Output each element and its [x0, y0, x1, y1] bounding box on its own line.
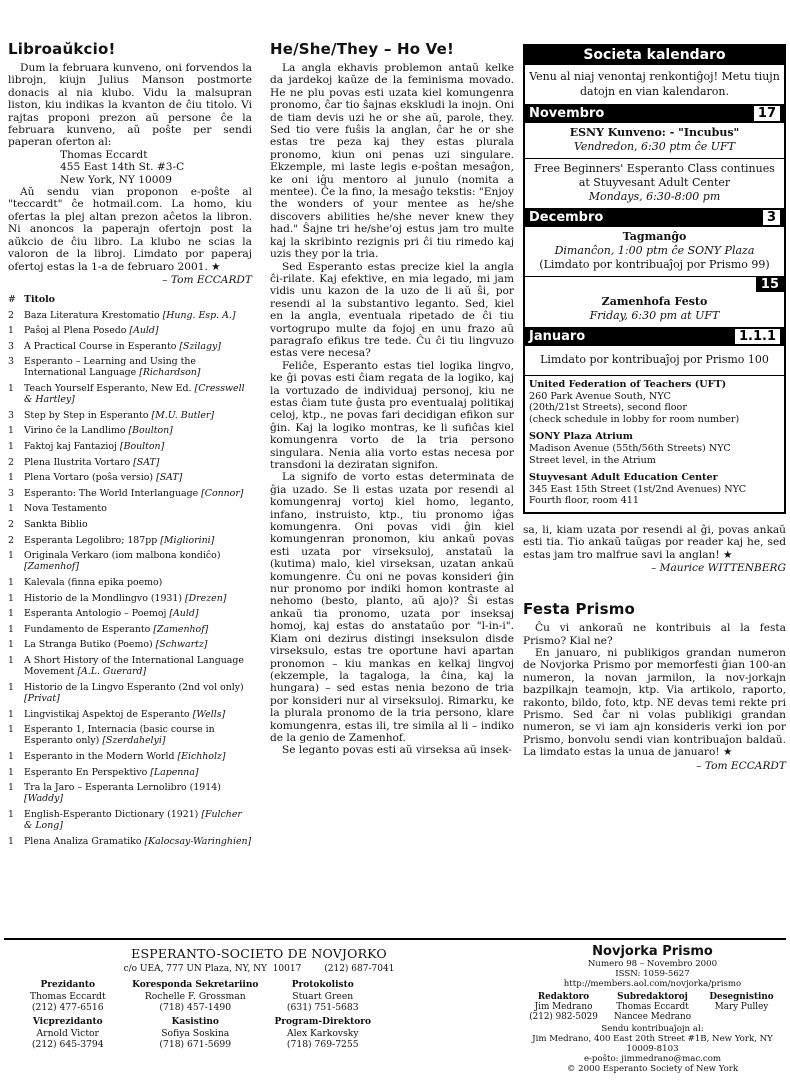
book-list-item — [8, 577, 252, 588]
book-author: [Lapenna] — [150, 766, 199, 778]
book-entry — [24, 457, 252, 468]
event-title: Tagmanĝo — [622, 230, 687, 243]
event-note: Limdato por kontribuaĵoj por Prismo 100 — [540, 353, 769, 366]
book-title: Historio de la Mondlingvo (1931) — [24, 592, 183, 604]
book-list-item — [8, 472, 252, 483]
festa-title: Festa Prismo — [523, 600, 636, 619]
book-entry — [24, 341, 252, 352]
book-entry — [24, 809, 252, 831]
event-tagmanjo — [525, 227, 784, 277]
month-novembro — [525, 105, 784, 123]
event-when: Vendredon, 6:30 ptm ĉe UFT — [573, 140, 736, 153]
book-count: 1 — [8, 425, 14, 437]
officer-phone: (212) 645-3794 — [31, 1039, 104, 1050]
book-count: 1 — [8, 654, 14, 666]
book-title: English-Esperanto Dictionary (1921) — [24, 808, 199, 820]
book-count: 1 — [8, 577, 14, 589]
officer-name: Thomas Eccardt — [29, 991, 106, 1002]
book-title: Esperanto – Learning and Using the International Language — [24, 356, 196, 379]
book-author: [A.L. Guerard] — [77, 666, 147, 678]
book-list-item — [8, 535, 252, 546]
officer-name: Stuart Green — [292, 991, 354, 1002]
book-list-item — [8, 550, 252, 572]
officer-entry — [387, 980, 515, 1013]
book-author: [SAT] — [156, 472, 183, 484]
book-count: 2 — [8, 456, 14, 468]
editor-role: Desegnistino — [709, 992, 774, 1002]
venue-stuyvesant — [529, 472, 780, 507]
book-entry — [24, 836, 252, 847]
book-author: [Zamenhof] — [24, 561, 80, 573]
event-title: Zamenhofa Festo — [601, 295, 708, 308]
heshe-cont-text: sa, li, kiam uzata por resendi al ĝi, povas ankaŭ esti tia. Tio ankaŭ taŭgas por reader kaj he, sed estas jam tro malfrue savi la anglan! ★ — [523, 523, 786, 561]
book-title: Sankta Biblio — [24, 519, 88, 531]
book-title: Faktoj kaj Fantazioj — [24, 441, 117, 453]
editor-entry — [519, 992, 608, 1022]
venue-sony — [529, 431, 780, 466]
heshe-continuation — [523, 524, 786, 574]
venue-line: Fourth floor, room 411 — [529, 495, 639, 507]
book-author: [Drezen] — [185, 592, 227, 604]
book-count: 2 — [8, 534, 14, 546]
book-title: Tra la Jaro – Esperanta Lernolibro (1914) — [24, 782, 221, 794]
book-author: [Connor] — [201, 487, 244, 499]
event-zamenhofa-festo — [525, 292, 784, 328]
book-count: 1 — [8, 503, 14, 515]
book-entry — [24, 488, 252, 499]
heshe-article — [270, 40, 514, 757]
book-count: 2 — [8, 519, 14, 531]
book-count: 1 — [8, 383, 14, 395]
book-entry — [24, 751, 252, 762]
book-author: [Zamenhof] — [153, 623, 209, 635]
event-when: Mondays, 6:30-8:00 pm — [588, 190, 721, 203]
book-title: Historio de la Lingvo Esperanto (2nd vol only) — [24, 681, 244, 693]
book-author: [Eichholz] — [177, 750, 226, 762]
book-count: 1 — [8, 681, 14, 693]
month-day: 15 — [756, 277, 784, 292]
book-entry — [24, 639, 252, 650]
officer-role: Program-Direktoro — [274, 1017, 371, 1027]
calendar-intro: Venu al niaj venontaj renkontiĝoj! Metu tiujn datojn en vian kalendaron. — [525, 65, 784, 105]
book-list-item — [8, 809, 252, 831]
book-entry — [24, 410, 252, 421]
book-author: [Boulton] — [128, 425, 173, 437]
book-title: Esperanto 1, Internacia (basic course in Esperanto only) — [24, 724, 215, 747]
issn: ISSN: 1059-5627 — [615, 969, 690, 979]
book-title: A Practical Course in Esperanto — [24, 340, 177, 352]
email-address[interactable]: e-poŝto: jimmedrano@mac.com — [583, 1054, 722, 1064]
libroaukcio-p2: Aŭ sendu vian proponon e-poŝte al "teccardt" ĉe hotmail.com. La homo, kiu ofertas la plej altan prezon aĉetos la libron. Ni anoncos la paperajn ofertojn post la aŭkcio de ĉiu libro. La klubo ne scias la valoron de la libroj. Limdato por paperaj ofertoj estas la 1-a de februaro 2001. ★ — [8, 186, 252, 273]
officer-entry — [259, 980, 387, 1013]
heshe-p2: Sed Esperanto estas precize kiel la angla ĉi-rilate. Kaj efektive, en mia legado, mi jam vidis unu kazon de la uzo de li aŭ ŝi, por resendi al la substantivo leganto. Sed, kiel en la angla, eventuala ripetado de ĉi tiu vortogrupo multe da fojoj en unu frazo aŭ paragrafo efikus tre tede. Ĉu ĉi tiu lingvuzo estas vere necesa? — [270, 260, 514, 360]
heshe-p3: Feliĉe, Esperanto estas tiel logika lingvo, ke ĝi povas esti ĉiam regata de la logiko, kaj la vortuzado de individuaj personoj, kiu ne estas ĉiam tute ĝusta pro eventualaj politikaj celoj, ktp., ne povas fari decidigan efikon sur ĝin. Kaj la logiko montras, ke li sufiĉas kiel komungenra vorto de la tria persono singulara. Nenia alia vorto estas necesa por transdoni la deziratan signifon. — [270, 359, 514, 471]
book-list-item — [8, 383, 252, 405]
book-list-item — [8, 457, 252, 468]
book-title: Esperanto in the Modern World — [24, 750, 175, 762]
book-title: Originala Verkaro (iom malbona kondiĉo) — [24, 550, 221, 562]
newsletter-url[interactable]: http://members.aol.com/novjorka/prismo — [563, 979, 742, 989]
book-list-item — [8, 782, 252, 804]
book-count: 1 — [8, 808, 14, 820]
book-list-header — [8, 294, 252, 305]
event-esny-kunveno — [525, 123, 784, 159]
officer-role: Vicprezidanto — [32, 1017, 103, 1027]
book-title: Nova Testamento — [24, 503, 107, 515]
editor-name: Mary Pulley — [714, 1002, 769, 1012]
book-list-item — [8, 325, 252, 336]
book-entry — [24, 383, 252, 405]
book-list-item — [8, 836, 252, 847]
auction-address — [60, 149, 252, 186]
book-title: Plena Vortaro (poŝa versio) — [24, 472, 154, 484]
book-author: [Auld] — [129, 325, 159, 337]
officer-name: Sofiya Soskina — [161, 1028, 230, 1039]
book-list-item — [8, 488, 252, 499]
libroaukcio-signature: – Tom ECCARDT — [162, 273, 252, 286]
book-author: [Fulcher & Long] — [24, 808, 242, 832]
book-author: [Szilagy] — [179, 340, 221, 352]
book-entry — [24, 325, 252, 336]
book-entry — [24, 519, 252, 530]
book-entry — [24, 310, 252, 321]
book-title: Esperanta Antologio – Poemoj — [24, 608, 167, 620]
month-name: Decembro — [529, 210, 604, 225]
book-count: 1 — [8, 325, 14, 337]
venue-line: (check schedule in lobby for room number) — [529, 413, 740, 425]
venue-line: 260 Park Avenue South, NYC — [529, 390, 671, 402]
book-list-item — [8, 639, 252, 650]
society-info — [4, 940, 514, 1050]
book-title: Virino ĉe la Landlimo — [24, 425, 126, 437]
event-when: Friday, 6:30 pm at UFT — [589, 309, 720, 322]
book-entry — [24, 472, 252, 483]
officer-entry — [4, 1017, 132, 1050]
book-count: 1 — [8, 782, 14, 794]
book-list-item — [8, 441, 252, 452]
heshe-p5: Se leganto povas esti aŭ virseksa aŭ insek- — [282, 744, 512, 757]
event-beginners-class — [525, 159, 784, 209]
officer-entry — [132, 1017, 260, 1050]
masthead-footer — [4, 938, 786, 1081]
officer-phone: (718) 769-7255 — [286, 1039, 359, 1050]
book-title: Teach Yourself Esperanto, New Ed. — [24, 383, 192, 395]
book-count: 1 — [8, 623, 14, 635]
editor-extra: (212) 982-5029 — [529, 1012, 598, 1022]
officer-role: Protokolisto — [291, 980, 354, 990]
officer-entry — [259, 1017, 387, 1050]
book-list-item — [8, 519, 252, 530]
heshe-p1: La angla ekhavis problemon antaŭ kelke da jardekoj kaŭze de la feminisma movado. He ne plu povas esti uzata kiel komungenra pronomo, ĉar tio ŝajnas ekskludi la inojn. Oni de tiam devis uzi he or she aŭ, parole, they. Sed tio vere fuŝis la anglan, ĉar he or she estas tre peza kaj they estas plurala pronomo, kiun oni penas uzi singulare. Ekzemple, mi laste legis e-poŝtan mesaĝon, ke oni iĝu mentoro al junulo (nomita a mentee). Ĉe la fino, la mesaĝo tekstis: "Enjoy the wonders of your mentee as he/she discovers abilities he/she never knew they had." Ŝajne tri he/she'oj estus jam tro multe kaj la skribinto rezignis pri ĉi tiu rimedo kaj uzis they por la tria. — [270, 62, 514, 261]
book-list-item — [8, 410, 252, 421]
book-count: 1 — [8, 708, 14, 720]
month-decembro — [525, 209, 784, 227]
book-author: [Cresswell & Hartley] — [24, 383, 245, 406]
book-author: [Auld] — [169, 608, 199, 620]
send-address: Jim Medrano, 400 East 20th Street #1B, New York, NY 10009-8103 — [532, 1034, 773, 1054]
book-title: La Stranga Butiko (Poemo) — [24, 639, 153, 651]
book-entry — [24, 441, 252, 452]
editor-name: Thomas Eccardt — [616, 1002, 689, 1012]
book-author: [Waddy] — [24, 793, 64, 805]
event-when: Dimanĉon, 1:00 ptm ĉe SONY Plaza — [554, 244, 755, 257]
book-count: 1 — [8, 750, 14, 762]
venue-name: Stuyvesant Adult Education Center — [529, 472, 718, 484]
book-count: 1 — [8, 608, 14, 620]
book-entry — [24, 624, 252, 635]
officer-entry — [387, 1017, 515, 1050]
issue-number: Numero 98 – Novembro 2000 — [587, 959, 718, 969]
book-title: Plena Analiza Gramatiko — [24, 835, 142, 847]
book-count: 1 — [8, 592, 14, 604]
officer-role: Koresponda Sekretariino — [132, 980, 259, 990]
copyright: © 2000 Esperanto Society of New York — [566, 1064, 739, 1074]
book-list-item — [8, 593, 252, 604]
venue-line: (20th/21st Streets), second floor — [529, 402, 687, 414]
book-entry — [24, 709, 252, 720]
right-column — [523, 44, 786, 772]
book-author: [Migliorini] — [160, 534, 215, 546]
month-day: 17 — [754, 106, 780, 121]
book-count: 1 — [8, 472, 14, 484]
society-name: ESPERANTO-SOCIETO DE NOVJORKO — [131, 946, 387, 961]
libroaukcio-article — [8, 40, 252, 851]
book-author: [Privat] — [24, 692, 60, 704]
book-count: 1 — [8, 550, 14, 562]
month-januaro — [525, 328, 784, 346]
book-list-item — [8, 608, 252, 619]
editor-role: Subredaktoroj — [617, 992, 688, 1002]
book-count: 2 — [8, 309, 14, 321]
book-author: [M.U. Butler] — [151, 409, 215, 421]
festa-p2: En januaro, ni publikigos grandan numeron de Novjorka Prismo por memorfesti ĝian 100-an numeron, la novan jarmilon, la nov-jorkajn bazpilkajn teamojn, ktp. Via artikolo, raporto, rakonto, bildo, foto, ktp. NE devas temi rekte pri Prismo. Sed ĉar ni volas publikigi grandan numeron, se vi iam ajn konsideris verki ion por Prismo, bonvolu sendi vian kontribuaĵon baldaŭ. La limdato estas la unua de januaro! ★ — [523, 646, 786, 759]
newsletter-name: Novjorka Prismo — [592, 944, 713, 959]
book-author: [Wells] — [192, 708, 226, 720]
event-limdato — [525, 346, 784, 376]
libroaukcio-title: Libroaŭkcio! — [8, 40, 116, 58]
book-entry — [24, 550, 252, 572]
festa-prismo-article — [523, 600, 786, 771]
festa-p1: Ĉu vi ankoraŭ ne kontribuis al la festa Prismo? Kial ne? — [523, 622, 786, 647]
book-count: 1 — [8, 835, 14, 847]
month-name: Januaro — [529, 329, 586, 344]
officer-phone: (631) 751-5683 — [286, 1002, 359, 1013]
book-entry — [24, 782, 252, 804]
book-list-item — [8, 341, 252, 352]
editor-entry — [697, 992, 786, 1022]
book-list-item — [8, 724, 252, 746]
book-list-item — [8, 356, 252, 378]
editor-entry — [608, 992, 697, 1022]
officer-role: Kasistino — [171, 1017, 219, 1027]
book-entry — [24, 577, 252, 588]
month-day: 3 — [763, 210, 780, 225]
book-entry — [24, 425, 252, 436]
book-entry — [24, 535, 252, 546]
editor-extra: Nancee Medrano — [614, 1012, 691, 1022]
book-list-item — [8, 655, 252, 677]
officer-entry — [132, 980, 260, 1013]
book-author: [Hung. Esp. A.] — [162, 309, 236, 321]
book-author: [Szerdahelyi] — [102, 735, 166, 747]
book-entry — [24, 682, 252, 704]
book-entry — [24, 655, 252, 677]
event-title: Free Beginners' Esperanto Class continues at Stuyvesant Adult Center — [534, 162, 775, 189]
venue-name: United Federation of Teachers (UFT) — [529, 379, 727, 390]
officer-phone: (718) 671-5699 — [159, 1039, 232, 1050]
book-title: A Short History of the International Language Movement — [24, 654, 244, 678]
book-list-item — [8, 751, 252, 762]
book-author: [Kalocsay-Waringhien] — [144, 835, 252, 847]
book-entry — [24, 593, 252, 604]
send-label: Sendu kontribuaĵojn al: — [601, 1024, 704, 1034]
book-count: 3 — [8, 356, 14, 368]
month-day: 1.1.1 — [735, 329, 780, 344]
libroaukcio-p1: Dum la februara kunveno, oni forvendos la librojn, kiujn Julius Manson postmorte donacis al nia klubo. Vidu la malsupran liston, kiu indikas la kvanton de ĉiu titolo. Vi rajtas proponi prezon aŭ persone ĉe la februara kunveno, aŭ poŝte per sendi paperan oferton al: — [8, 62, 252, 149]
venue-line: 345 East 15th Street (1st/2nd Avenues) NYC — [529, 483, 747, 495]
book-list-item — [8, 709, 252, 720]
book-count: 3 — [8, 340, 14, 352]
address-line: New York, NY 10009 — [60, 173, 172, 186]
editor-role: Redaktoro — [537, 992, 590, 1002]
book-author: [Boulton] — [119, 441, 165, 453]
book-entry — [24, 767, 252, 778]
day-15-marker — [525, 277, 784, 292]
officer-name: Arnold Victor — [36, 1028, 99, 1039]
book-author: [SAT] — [133, 456, 160, 468]
festa-signature: – Tom ECCARDT — [696, 759, 786, 772]
book-entry — [24, 356, 252, 378]
venue-line: Street level, in the Atrium — [529, 454, 656, 466]
venue-line: Madison Avenue (55th/56th Streets) NYC — [529, 442, 731, 454]
book-author: [Richardson] — [139, 367, 201, 379]
editor-name: Jim Medrano — [534, 1002, 593, 1012]
book-count: 3 — [8, 487, 14, 499]
society-address: c/o UEA, 777 UN Plaza, NY, NY 10017 (212) 687-7041 — [123, 964, 395, 974]
book-entry — [24, 503, 252, 514]
book-author: [Schwartz] — [155, 639, 208, 651]
book-count: 1 — [8, 639, 14, 651]
book-list-item — [8, 503, 252, 514]
officer-phone: (718) 457-1490 — [159, 1002, 232, 1013]
book-list-item — [8, 682, 252, 704]
book-title: Esperanto En Perspektivo — [24, 766, 148, 778]
book-title: Lingvistikaj Aspektoj de Esperanto — [24, 708, 190, 720]
newsletter-info — [519, 940, 786, 1074]
book-count: 3 — [8, 409, 14, 421]
book-list-item — [8, 767, 252, 778]
book-list-item — [8, 310, 252, 321]
book-title: Esperanto: The World Interlanguage — [24, 487, 199, 499]
book-title: Plena Ilustrita Vortaro — [24, 456, 131, 468]
venue-list — [525, 376, 784, 512]
book-title: Baza Literatura Krestomatio — [24, 309, 160, 321]
book-count: 1 — [8, 441, 14, 453]
venue-uft — [529, 379, 780, 425]
book-title: Paŝoj al Plena Posedo — [24, 325, 127, 337]
officer-name: Alex Karkovsky — [286, 1028, 359, 1039]
book-entry — [24, 608, 252, 619]
officer-name: Rochelle F. Grossman — [144, 991, 246, 1002]
title-header: Titolo — [24, 293, 55, 305]
book-count: 1 — [8, 724, 14, 736]
officer-role: Prezidanto — [40, 980, 96, 990]
address-line: 455 East 14th St. #3-C — [60, 161, 185, 174]
book-list — [8, 294, 252, 847]
heshe-title: He/She/They – Ho Ve! — [270, 40, 455, 58]
officer-grid — [4, 980, 514, 1050]
count-header: # — [8, 293, 16, 305]
book-list-item — [8, 624, 252, 635]
editor-grid — [519, 992, 786, 1022]
society-calendar — [523, 44, 786, 514]
calendar-title: Societa kalendaro — [525, 46, 784, 65]
event-note: (Limdato por kontribuaĵoj por Prismo 99) — [539, 258, 770, 271]
heshe-signature: – Maurice WITTENBERG — [650, 562, 786, 575]
book-title: Fundamento de Esperanto — [24, 623, 151, 635]
month-name: Novembro — [529, 106, 605, 121]
officer-phone: (212) 477-6516 — [31, 1002, 104, 1013]
book-title: Step by Step in Esperanto — [24, 409, 149, 421]
venue-name: SONY Plaza Atrium — [529, 431, 633, 443]
event-title: ESNY Kunveno: - "Incubus" — [569, 126, 740, 139]
book-entry — [24, 724, 252, 746]
address-line: Thomas Eccardt — [60, 148, 148, 161]
heshe-p4: La signifo de vorto estas determinata de ĝia uzado. Se li estas uzata por resendi al komungenraj vortoj kiel homo, leganto, infano, instruisto, ktp., tiu pronomo iĝas komungenra. Oni povas vidi ĝin kiel komungenran pronomon, kiu ankaŭ povas esti uzata por virseksuloj, anstataŭ la (kutima) malo, kiel virseksan, uzatan ankaŭ komungenre. Ĉu oni ne povas konsideri ĝin nur pronomo por indiki homon kontraste al nehomo (besto, planto, aŭ ajo)? Ŝi estas ankaŭ tia pronomo, uzata por inseksaj homoj, kaj estas do anstataŭo por "l-in-i". Kiam oni dezirus distingi inseksulon disde virseksulo, estas tre oportune havi apartan pronomon – kiu mankas en kelkaj lingvoj (ekzemple, la tagaloga, la ĉina, kaj la hungara) – sed estas nenia bezono de tria por konsideri nur al virseksuloj. Rimarku, ke la plurala pronomo de la tria persono, klare komungenra, estas ili, tre simila al li – indiko de la genio de Zamenhof. — [270, 471, 514, 744]
officer-entry — [4, 980, 132, 1013]
book-list-item — [8, 425, 252, 436]
book-title: Kalevala (finna epika poemo) — [24, 577, 163, 589]
book-count: 1 — [8, 766, 14, 778]
book-title: Esperanta Legolibro; 187pp — [24, 534, 158, 546]
